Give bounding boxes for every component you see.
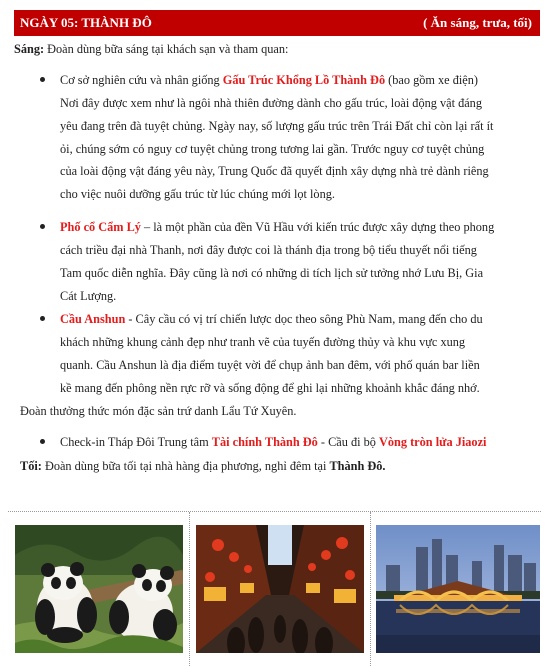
panda-base-name: Gấu Trúc Khổng Lồ Thành Đô: [222, 73, 386, 87]
morning-line: [14, 38, 288, 60]
panda-desc-3: ỏi, chúng sớm có nguy cơ tuyệt chủng trong tương lai gần. Trước nguy cơ tuyệt chủng: [60, 142, 485, 156]
evening-text: Đoàn dùng bữa tối tại nhà hàng địa phương, nghỉ đêm tại: [41, 459, 330, 473]
checkin-mid: - Cầu đi bộ: [317, 435, 379, 449]
panda-desc-2: yêu đang trên đà tuyệt chủng. Ngày nay, số lượng gấu trúc trên Trái Đất chỉ còn lại rất ít: [60, 119, 494, 133]
evening-label: Tối:: [20, 459, 42, 473]
anshun-name: Cầu Anshun: [60, 312, 126, 326]
day-header-bar: [14, 10, 540, 36]
evening-city: Thành Đô.: [329, 459, 386, 473]
dinner-specialty-note: Đoàn thưởng thức món đặc sản trứ danh Lẩu Tứ Xuyên.: [20, 404, 297, 418]
day-title: NGÀY 05: THÀNH ĐÔ: [20, 15, 152, 30]
morning-text: Đoàn dùng bữa sáng tại khách sạn và tham quan:: [44, 42, 289, 56]
panda-desc-4: của loài động vật đáng yêu này, Trung Quốc đã quyết định xây dựng nhà trẻ dành riêng: [60, 164, 489, 178]
item-panda-heading: [60, 69, 546, 91]
bullet-1: [40, 77, 45, 82]
anshun-desc-2: quanh. Cầu Anshun là địa điểm tuyệt vời để chụp ảnh ban đêm, với phố quán bar liền: [60, 358, 480, 372]
photo-strip: [8, 511, 541, 666]
jinli-name: Phố cổ Cẩm Lý: [60, 220, 141, 234]
evening-line: [20, 455, 386, 477]
anshun-bridge-photo: [376, 525, 540, 653]
photo-divider-1: [189, 512, 190, 666]
bullet-3: [40, 316, 45, 321]
jinli-street-photo: [196, 525, 364, 653]
photo-divider-2: [370, 512, 371, 666]
meals-note: ( Ăn sáng, trưa, tối): [423, 15, 532, 30]
jiaozi-bridge-name: Vòng tròn lửa Jiaozi: [378, 435, 487, 449]
jinli-line-1: – là một phần của đền Vũ Hầu với kiến trúc được xây dựng theo phong: [140, 220, 495, 234]
anshun-desc-3: kề mang đến phông nền rực rỡ và sống động để ghi lại những khoảnh khắc đáng nhớ.: [60, 381, 480, 395]
bullet-2: [40, 224, 45, 229]
checkin-pre: Check-in Tháp Đôi Trung tâm: [60, 435, 212, 449]
jinli-desc-2: Tam quốc diễn nghĩa. Đây cũng là nơi có những di tích lịch sử tưởng nhớ Lưu Bị, Gia: [60, 266, 484, 280]
item-checkin: [60, 431, 486, 453]
panda-desc-1: Nơi đây được xem như là ngôi nhà thiên đường dành cho gấu trúc, loài động vật đáng: [60, 96, 482, 110]
panda-photo: [15, 525, 183, 653]
jinli-desc-3: Cát Lượng.: [60, 289, 117, 303]
item-anshun-heading: [60, 308, 546, 330]
financial-center-name: Tài chính Thành Đô: [211, 435, 318, 449]
anshun-line-1: - Cây cầu có vị trí chiến lược dọc theo sông Phù Nam, mang đến cho du: [125, 312, 483, 326]
morning-label: Sáng:: [14, 42, 45, 56]
anshun-desc-1: khách những khung cảnh đẹp như tranh vẽ của tuyến đường thủy và khu vực xung: [60, 335, 466, 349]
item-jinli-heading: [60, 216, 546, 238]
jinli-desc-1: cách triều đại nhà Thanh, nơi đây được coi là thánh địa trong bộ tiểu thuyết nổi tiếng: [60, 243, 477, 257]
bullet-4: [40, 439, 45, 444]
item-panda-post: (bao gồm xe điện): [385, 73, 478, 87]
panda-desc-5: cho việc nuôi dưỡng gấu trúc từ lúc chúng mới lọt lòng.: [60, 187, 335, 201]
item-panda-pre: Cơ sở nghiên cứu và nhân giống: [60, 73, 223, 87]
